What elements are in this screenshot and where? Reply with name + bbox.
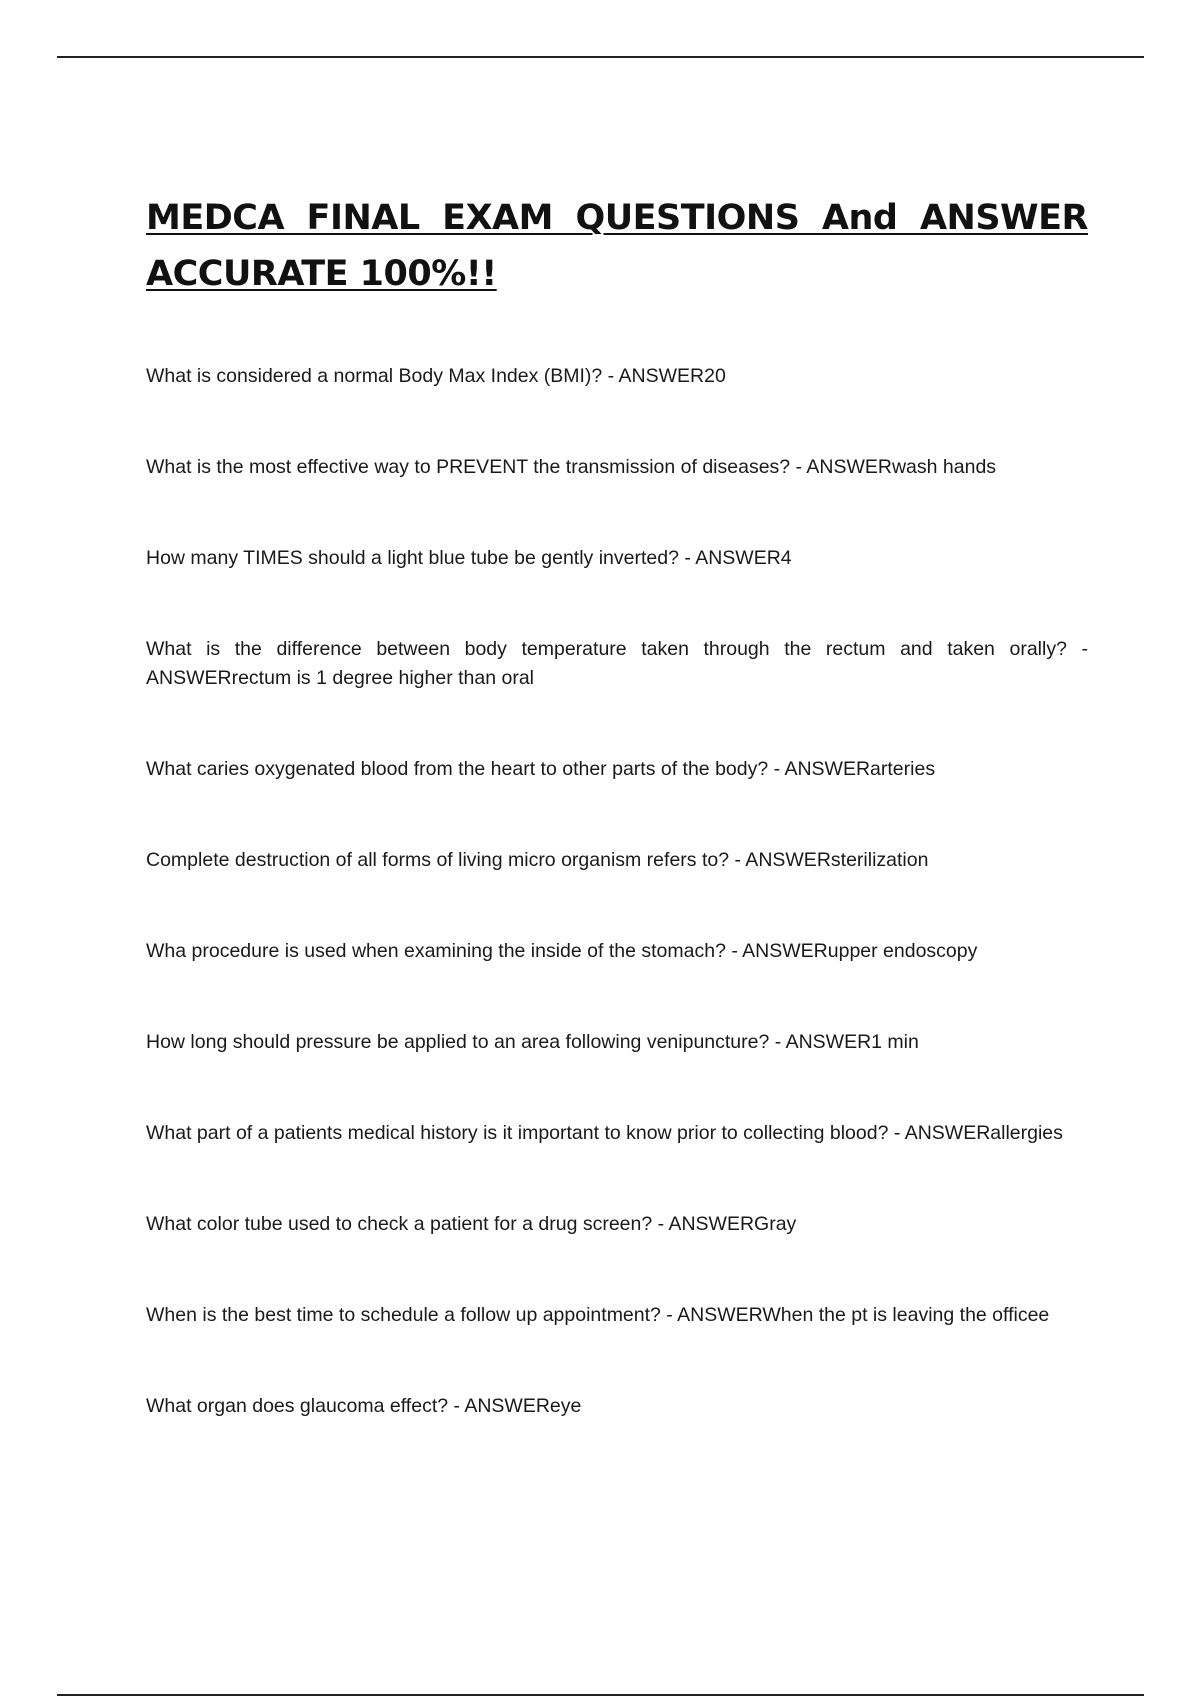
qa-item-9: What part of a patients medical history is it important to know prior to collecting blood? - ANSWERallergies (146, 1122, 1063, 1144)
document-body (146, 190, 1088, 1483)
qa-item-3: How many TIMES should a light blue tube be gently inverted? - ANSWER4 (146, 547, 792, 569)
qa-list (146, 362, 1088, 1421)
qa-item-7: Wha procedure is used when examining the inside of the stomach? - ANSWERupper endoscopy (146, 940, 978, 962)
qa-item-8: How long should pressure be applied to an area following venipuncture? - ANSWER1 min (146, 1031, 919, 1053)
header-rule (57, 56, 1144, 58)
qa-item-5: What caries oxygenated blood from the heart to other parts of the body? - ANSWERarteries (146, 758, 936, 780)
document-title: MEDCA FINAL EXAM QUESTIONS And ANSWER ACCURATE 100%!! (146, 198, 1088, 294)
qa-item-10: What color tube used to check a patient for a drug screen? - ANSWERGray (146, 1213, 797, 1235)
qa-item-4: What is the difference between body temperature taken through the rectum and taken orally? - ANSWERrectum is 1 degree higher than oral (146, 638, 1088, 689)
qa-item-2: What is the most effective way to PREVENT the transmission of diseases? - ANSWERwash hands (146, 456, 997, 478)
qa-item-12: What organ does glaucoma effect? - ANSWEReye (146, 1395, 582, 1417)
qa-item-11: When is the best time to schedule a follow up appointment? - ANSWERWhen the pt is leaving the officee (146, 1304, 1050, 1326)
footer-rule (57, 1694, 1144, 1696)
qa-item-1: What is considered a normal Body Max Index (BMI)? - ANSWER20 (146, 365, 726, 387)
qa-item-6: Complete destruction of all forms of living micro organism refers to? - ANSWERsterilization (146, 849, 929, 871)
